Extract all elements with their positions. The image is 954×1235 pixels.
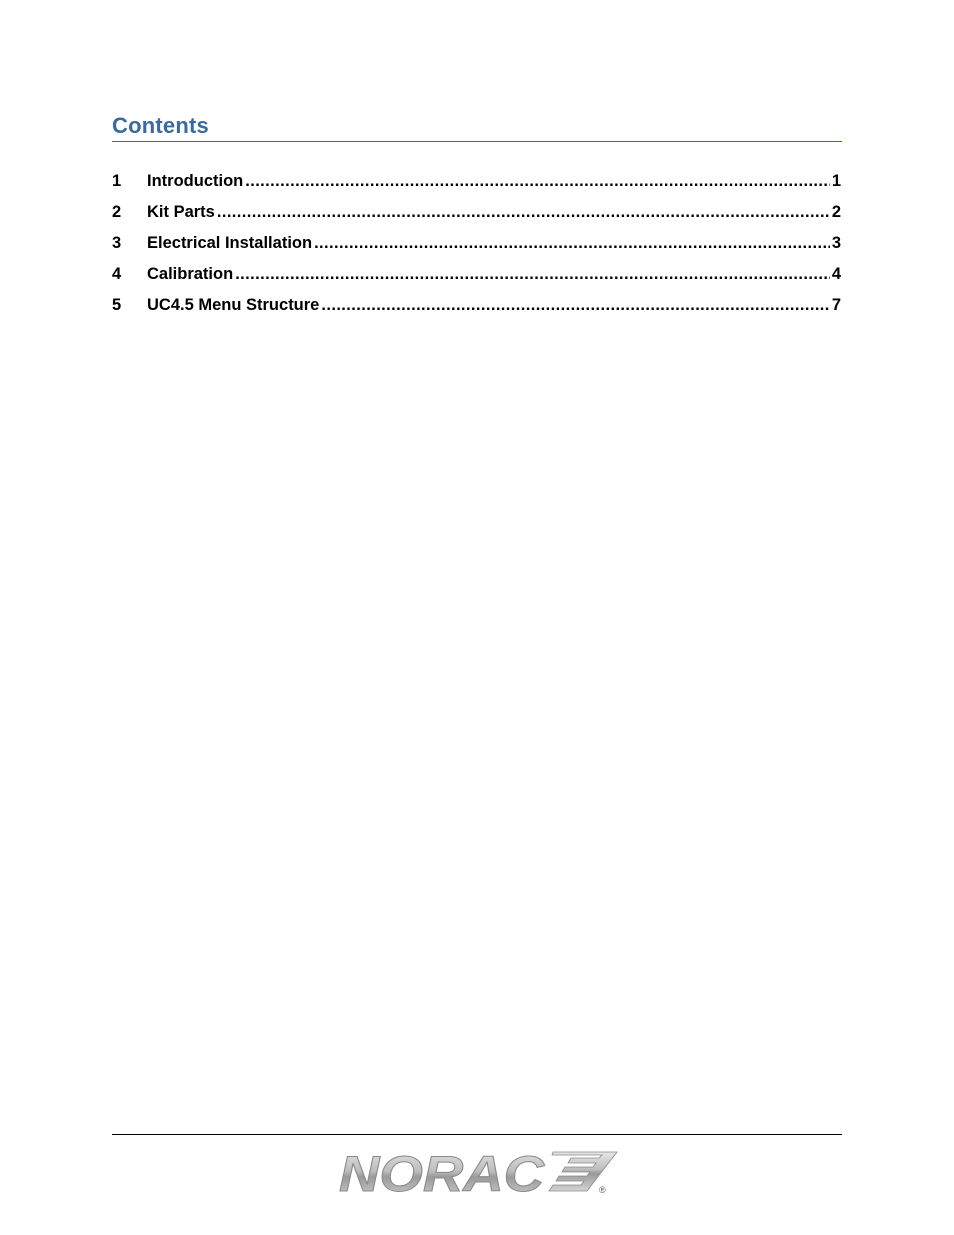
toc-entry[interactable] [112, 230, 841, 261]
toc-entry-number: 1 [112, 172, 122, 190]
toc-entry[interactable] [112, 261, 841, 292]
toc-heading-text: Contents [112, 113, 209, 138]
toc-dot-leader [235, 261, 830, 287]
toc-heading [112, 111, 842, 142]
toc-entry-number: 2 [112, 203, 122, 221]
toc-entry[interactable] [112, 199, 841, 230]
toc-entry-number: 3 [112, 234, 122, 252]
toc-list [112, 168, 841, 323]
norac-logo-wordmark: NORAC [339, 1147, 545, 1197]
toc-dot-leader [245, 168, 830, 194]
toc-entry-title[interactable]: UC4.5 Menu Structure [147, 296, 320, 314]
norac-logo-emblem [549, 1152, 617, 1191]
norac-logo [337, 1147, 622, 1197]
toc-dot-leader [314, 230, 830, 256]
toc-entry-page[interactable]: 4 [831, 265, 841, 283]
toc-dot-leader [321, 292, 829, 318]
registered-mark: ® [599, 1185, 606, 1195]
toc-entry-title[interactable]: Introduction [147, 172, 244, 190]
toc-entry-page[interactable]: 3 [831, 234, 841, 252]
toc-entry-page[interactable]: 2 [831, 203, 841, 221]
toc-entry-number: 4 [112, 265, 122, 283]
toc-entry[interactable] [112, 292, 841, 323]
norac-logo-graphic [337, 1147, 622, 1197]
footer-divider [112, 1134, 842, 1135]
toc-entry-page[interactable]: 1 [831, 172, 841, 190]
toc-entry-title[interactable]: Electrical Installation [147, 234, 313, 252]
toc-entry-page[interactable]: 7 [831, 296, 841, 314]
toc-entry-number: 5 [112, 296, 122, 314]
toc-entry-title[interactable]: Kit Parts [147, 203, 215, 221]
toc-dot-leader [217, 199, 830, 225]
toc-entry[interactable] [112, 168, 841, 199]
toc-entry-title[interactable]: Calibration [147, 265, 234, 283]
